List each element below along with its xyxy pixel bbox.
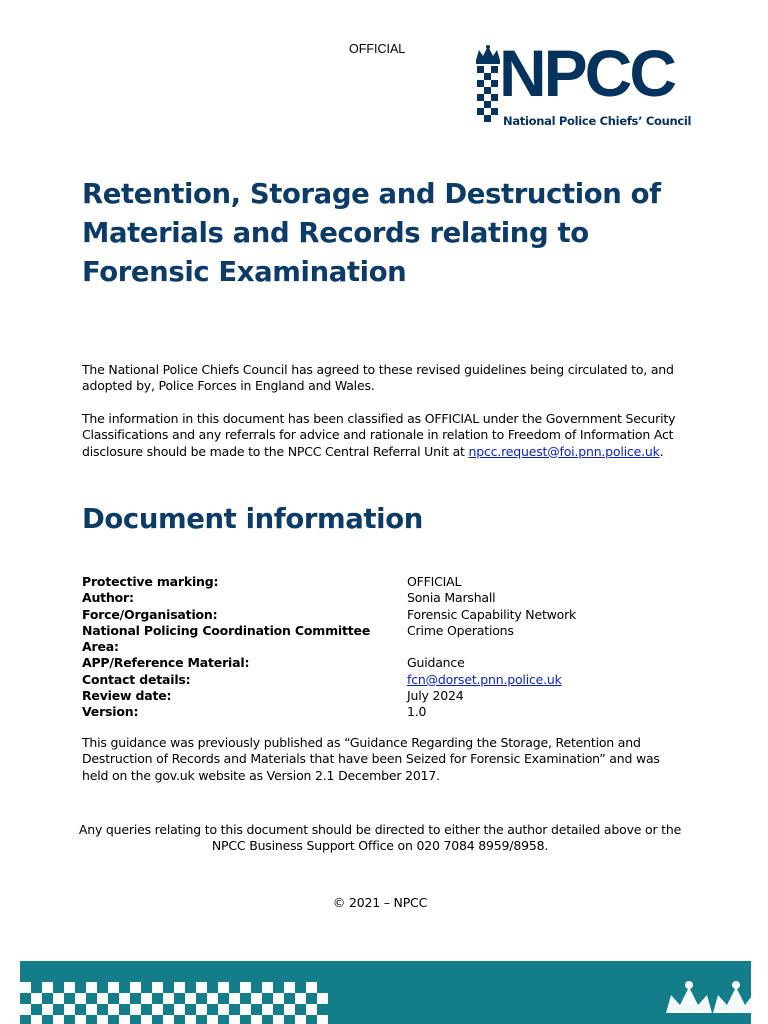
row-value: Guidance	[407, 655, 465, 671]
intro-paragraph-2-text: The information in this document has been classified as OFFICIAL under the Government Security Classifications and any referrals for advice and rationale in relation to Freedom of Information Act disclosure should be made to the NPCC Central Referral Unit at	[82, 411, 676, 459]
foi-email-link[interactable]: npcc.request@foi.pnn.police.uk	[468, 443, 660, 459]
crown-icon	[666, 981, 751, 1013]
row-label: Review date:	[82, 688, 172, 704]
row-value: Sonia Marshall	[407, 590, 496, 606]
row-label: Version:	[82, 704, 139, 720]
table-row	[82, 623, 576, 656]
npcc-logo	[473, 36, 692, 130]
footer-band	[20, 961, 751, 1024]
row-value: Forensic Capability Network	[407, 606, 577, 622]
row-label: Force/Organisation:	[82, 606, 218, 622]
row-label: Contact details:	[82, 671, 191, 687]
table-row	[82, 704, 576, 720]
previous-publication-note: This guidance was previously published as “Guidance Regarding the Storage, Retention and Destruction of Records and Materials that have been Seized for Forensic Examination” and was held on the gov.uk website as Version 2.1 December 2017.	[82, 735, 660, 783]
row-label: Author:	[82, 590, 134, 606]
intro-paragraph-2	[82, 411, 682, 460]
table-row	[82, 672, 576, 688]
table-row	[82, 688, 576, 704]
table-row	[82, 655, 576, 671]
row-value: 1.0	[407, 704, 427, 720]
protective-marking-header: OFFICIAL	[349, 42, 406, 56]
row-value: OFFICIAL	[407, 574, 462, 589]
document-information-table	[82, 574, 576, 721]
table-row	[82, 590, 576, 606]
row-value: July 2024	[407, 688, 464, 704]
table-row	[82, 574, 576, 590]
table-row	[82, 607, 576, 623]
npcc-full-name: National Police Chiefs’ Council	[503, 114, 692, 128]
npcc-wordmark: NPCC	[499, 36, 675, 110]
row-value: Crime Operations	[407, 622, 514, 638]
intro-paragraph-2-end: .	[659, 443, 664, 459]
copyright-notice: © 2021 – NPCC	[332, 895, 428, 910]
checker-pattern-icon	[20, 961, 751, 1024]
row-label: Protective marking:	[82, 574, 219, 589]
intro-paragraph-1: The National Police Chiefs Council has agreed to these revised guidelines being circulated to, and adopted by, Police Forces in England and Wales.	[82, 362, 674, 394]
queries-note: Any queries relating to this document should be directed to either the author detailed above or the NPCC Business Support Office on 020 7084 8959/8958.	[78, 822, 682, 854]
document-title: Retention, Storage and Destruction of Materials and Records relating to Forensic Examination	[82, 178, 661, 288]
row-label: National Policing Coordination Committee Area:	[82, 622, 371, 655]
document-information-heading: Document information	[82, 503, 423, 535]
row-label: APP/Reference Material:	[82, 655, 250, 671]
contact-email-link[interactable]: fcn@dorset.pnn.police.uk	[407, 671, 562, 687]
